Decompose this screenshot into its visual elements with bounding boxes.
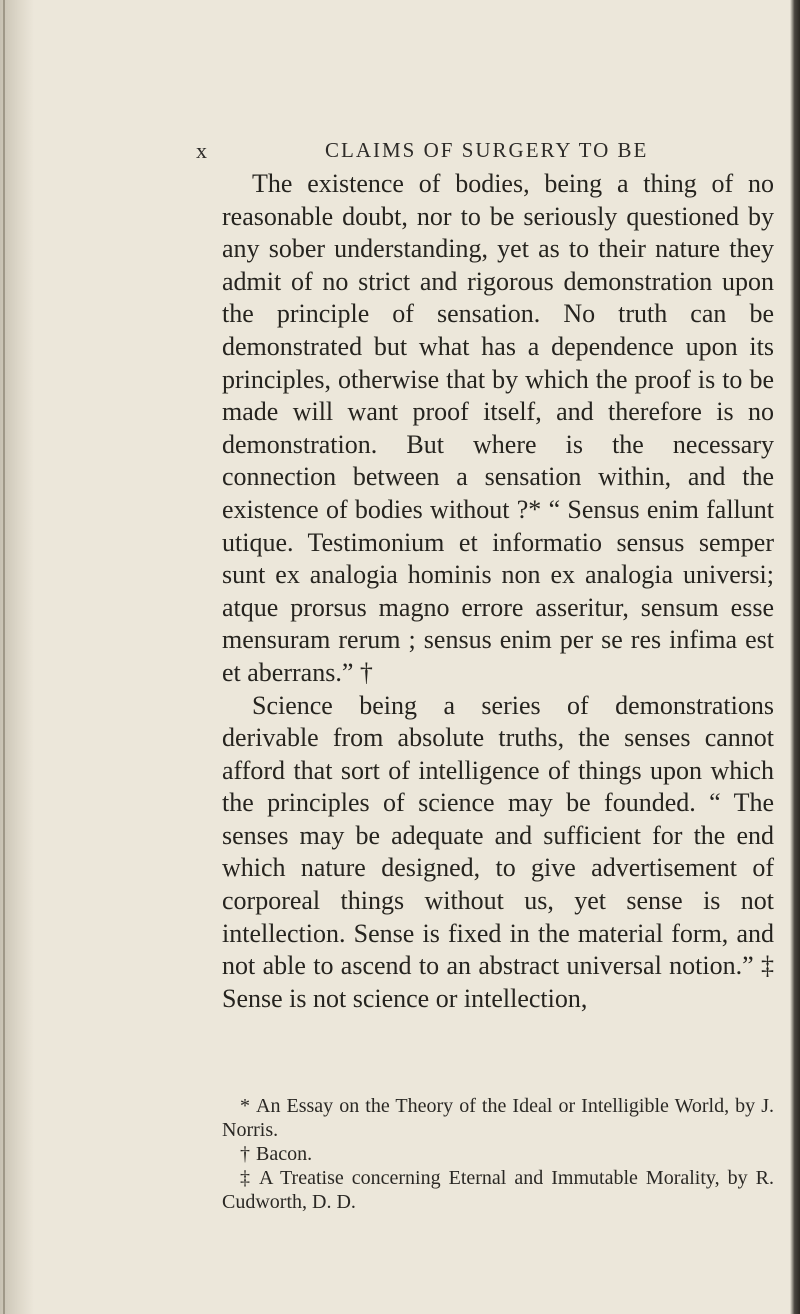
page-gutter (0, 0, 34, 1314)
running-title: CLAIMS OF SURGERY TO BE (325, 138, 649, 162)
footnote (222, 1142, 774, 1166)
paragraph: The existence of bodies, being a thing of no reasonable doubt, nor to be seriously questioned by any sober understanding, yet as to their nature they admit of no strict and rigorous demonstration upon the principle of sensation. No truth can be demonstrated but what has a dependence upon its principles, otherwise that by which the proof is to be made will want proof itself, and therefore is no demonstration. But where is the necessary connection between a sensation within, and the existence of bodies without ?* “ Sensus enim fallunt utique. Testimonium et informatio sensus semper sunt ex analogia hominis non ex analogia universi; atque prorsus magno errore asseritur, sensum esse mensuram rerum ; sensus enim per se res infima est et aberrans.” † (222, 169, 774, 687)
footnote-symbol: * (240, 1095, 250, 1117)
footnote-text: Bacon. (256, 1143, 313, 1165)
footnote-symbol: ‡ (240, 1167, 254, 1189)
footnote-text: A Treatise concerning Eternal and Immutable Morality, by R. Cudworth, D. D. (222, 1167, 775, 1213)
footnote-symbol: † (240, 1143, 250, 1165)
footnote (222, 1094, 774, 1142)
footnote (222, 1166, 774, 1214)
binding-edge (3, 0, 5, 1314)
footnotes (222, 1094, 774, 1214)
running-header (0, 138, 800, 166)
page-number: x (196, 138, 208, 163)
main-text (222, 168, 774, 1015)
footnote-text: An Essay on the Theory of the Ideal or Intelligible World, by J. Norris. (222, 1095, 774, 1141)
page-edge (790, 0, 800, 1314)
paragraph: Science being a series of demonstrations derivable from absolute truths, the senses cannot afford that sort of intelligence of things upon which the principles of science may be founded. “ The senses may be adequate and sufficient for the end which nature designed, to give advertisement of corporeal things without us, yet sense is not intellection. Sense is fixed in the material form, and not able to ascend to an abstract universal notion.” ‡ Sense is not science or intellection, (222, 690, 774, 1013)
